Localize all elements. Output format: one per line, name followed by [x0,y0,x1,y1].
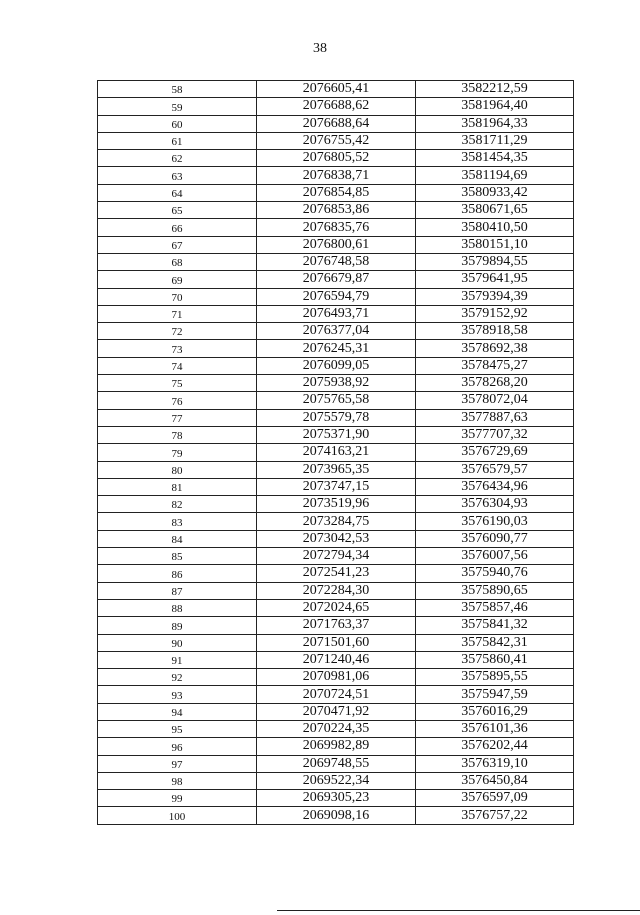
table-row [98,565,574,582]
x-coordinate-cell: 2071763,37 [257,617,416,634]
table-row [98,98,574,115]
table-row [98,409,574,426]
point-number-cell: 73 [98,340,257,357]
x-coordinate-cell: 2076679,87 [257,271,416,288]
point-number-cell: 68 [98,253,257,270]
table-row [98,582,574,599]
y-coordinate-cell: 3578692,38 [416,340,574,357]
table-row [98,530,574,547]
y-coordinate-cell: 3581194,69 [416,167,574,184]
x-coordinate-cell: 2072284,30 [257,582,416,599]
y-coordinate-cell: 3578072,04 [416,392,574,409]
x-coordinate-cell: 2073284,75 [257,513,416,530]
point-number-cell: 90 [98,634,257,651]
y-coordinate-cell: 3577887,63 [416,409,574,426]
x-coordinate-cell: 2076688,62 [257,98,416,115]
table-row [98,634,574,651]
y-coordinate-cell: 3581454,35 [416,150,574,167]
y-coordinate-cell: 3578475,27 [416,357,574,374]
point-number-cell: 97 [98,755,257,772]
x-coordinate-cell: 2073747,15 [257,478,416,495]
point-number-cell: 100 [98,807,257,824]
table-row [98,790,574,807]
point-number-cell: 91 [98,651,257,668]
y-coordinate-cell: 3581964,40 [416,98,574,115]
point-number-cell: 75 [98,375,257,392]
point-number-cell: 66 [98,219,257,236]
x-coordinate-cell: 2070724,51 [257,686,416,703]
point-number-cell: 87 [98,582,257,599]
point-number-cell: 85 [98,548,257,565]
x-coordinate-cell: 2069982,89 [257,738,416,755]
coordinates-table-body [98,81,574,825]
y-coordinate-cell: 3575857,46 [416,599,574,616]
table-row [98,703,574,720]
point-number-cell: 70 [98,288,257,305]
y-coordinate-cell: 3579894,55 [416,253,574,270]
point-number-cell: 99 [98,790,257,807]
table-row [98,219,574,236]
point-number-cell: 58 [98,81,257,98]
point-number-cell: 88 [98,599,257,616]
x-coordinate-cell: 2076594,79 [257,288,416,305]
y-coordinate-cell: 3580933,42 [416,184,574,201]
point-number-cell: 83 [98,513,257,530]
table-row [98,184,574,201]
table-row [98,513,574,530]
x-coordinate-cell: 2072794,34 [257,548,416,565]
x-coordinate-cell: 2073519,96 [257,496,416,513]
point-number-cell: 93 [98,686,257,703]
table-row [98,738,574,755]
x-coordinate-cell: 2069522,34 [257,772,416,789]
table-row [98,305,574,322]
x-coordinate-cell: 2070224,35 [257,720,416,737]
y-coordinate-cell: 3579152,92 [416,305,574,322]
x-coordinate-cell: 2076099,05 [257,357,416,374]
y-coordinate-cell: 3575947,59 [416,686,574,703]
point-number-cell: 64 [98,184,257,201]
y-coordinate-cell: 3580151,10 [416,236,574,253]
table-row [98,807,574,824]
x-coordinate-cell: 2075371,90 [257,426,416,443]
point-number-cell: 82 [98,496,257,513]
table-row [98,81,574,98]
table-row [98,755,574,772]
table-row [98,686,574,703]
x-coordinate-cell: 2069748,55 [257,755,416,772]
x-coordinate-cell: 2076748,58 [257,253,416,270]
x-coordinate-cell: 2071501,60 [257,634,416,651]
table-row [98,357,574,374]
y-coordinate-cell: 3576729,69 [416,444,574,461]
y-coordinate-cell: 3582212,59 [416,81,574,98]
table-row [98,617,574,634]
point-number-cell: 67 [98,236,257,253]
table-row [98,651,574,668]
point-number-cell: 71 [98,305,257,322]
y-coordinate-cell: 3576597,09 [416,790,574,807]
point-number-cell: 79 [98,444,257,461]
x-coordinate-cell: 2070981,06 [257,669,416,686]
y-coordinate-cell: 3576016,29 [416,703,574,720]
y-coordinate-cell: 3575940,76 [416,565,574,582]
table-row [98,115,574,132]
point-number-cell: 59 [98,98,257,115]
x-coordinate-cell: 2076605,41 [257,81,416,98]
y-coordinate-cell: 3576090,77 [416,530,574,547]
point-number-cell: 80 [98,461,257,478]
table-row [98,132,574,149]
point-number-cell: 84 [98,530,257,547]
x-coordinate-cell: 2073965,35 [257,461,416,478]
y-coordinate-cell: 3580671,65 [416,202,574,219]
x-coordinate-cell: 2076245,31 [257,340,416,357]
y-coordinate-cell: 3581964,33 [416,115,574,132]
x-coordinate-cell: 2076853,86 [257,202,416,219]
y-coordinate-cell: 3576319,10 [416,755,574,772]
x-coordinate-cell: 2072024,65 [257,599,416,616]
point-number-cell: 61 [98,132,257,149]
y-coordinate-cell: 3576757,22 [416,807,574,824]
x-coordinate-cell: 2076854,85 [257,184,416,201]
table-row [98,496,574,513]
table-row [98,340,574,357]
x-coordinate-cell: 2076688,64 [257,115,416,132]
point-number-cell: 76 [98,392,257,409]
x-coordinate-cell: 2075765,58 [257,392,416,409]
y-coordinate-cell: 3575860,41 [416,651,574,668]
table-row [98,323,574,340]
y-coordinate-cell: 3576007,56 [416,548,574,565]
y-coordinate-cell: 3576450,84 [416,772,574,789]
y-coordinate-cell: 3580410,50 [416,219,574,236]
point-number-cell: 98 [98,772,257,789]
table-row [98,772,574,789]
table-row [98,426,574,443]
table-row [98,202,574,219]
table-row [98,599,574,616]
point-number-cell: 69 [98,271,257,288]
table-row [98,444,574,461]
x-coordinate-cell: 2076377,04 [257,323,416,340]
table-row [98,288,574,305]
x-coordinate-cell: 2076805,52 [257,150,416,167]
y-coordinate-cell: 3575841,32 [416,617,574,634]
x-coordinate-cell: 2076835,76 [257,219,416,236]
coordinates-table [97,80,574,825]
point-number-cell: 74 [98,357,257,374]
table-row [98,478,574,495]
table-row [98,271,574,288]
x-coordinate-cell: 2069305,23 [257,790,416,807]
y-coordinate-cell: 3575890,65 [416,582,574,599]
y-coordinate-cell: 3576202,44 [416,738,574,755]
y-coordinate-cell: 3576304,93 [416,496,574,513]
table-row [98,392,574,409]
y-coordinate-cell: 3576579,57 [416,461,574,478]
x-coordinate-cell: 2076755,42 [257,132,416,149]
table-row [98,167,574,184]
point-number-cell: 62 [98,150,257,167]
y-coordinate-cell: 3579641,95 [416,271,574,288]
y-coordinate-cell: 3578918,58 [416,323,574,340]
x-coordinate-cell: 2069098,16 [257,807,416,824]
x-coordinate-cell: 2074163,21 [257,444,416,461]
y-coordinate-cell: 3581711,29 [416,132,574,149]
point-number-cell: 86 [98,565,257,582]
table-row [98,375,574,392]
x-coordinate-cell: 2075579,78 [257,409,416,426]
point-number-cell: 95 [98,720,257,737]
y-coordinate-cell: 3576101,36 [416,720,574,737]
y-coordinate-cell: 3578268,20 [416,375,574,392]
table-row [98,150,574,167]
y-coordinate-cell: 3575895,55 [416,669,574,686]
table-row [98,236,574,253]
point-number-cell: 81 [98,478,257,495]
table-row [98,548,574,565]
page-number: 38 [313,41,327,56]
point-number-cell: 72 [98,323,257,340]
table-row [98,720,574,737]
y-coordinate-cell: 3575842,31 [416,634,574,651]
table-row [98,461,574,478]
point-number-cell: 63 [98,167,257,184]
x-coordinate-cell: 2075938,92 [257,375,416,392]
x-coordinate-cell: 2071240,46 [257,651,416,668]
x-coordinate-cell: 2073042,53 [257,530,416,547]
table-row [98,253,574,270]
x-coordinate-cell: 2072541,23 [257,565,416,582]
x-coordinate-cell: 2076493,71 [257,305,416,322]
y-coordinate-cell: 3576190,03 [416,513,574,530]
x-coordinate-cell: 2070471,92 [257,703,416,720]
point-number-cell: 94 [98,703,257,720]
footer-rule [277,910,640,911]
y-coordinate-cell: 3577707,32 [416,426,574,443]
point-number-cell: 77 [98,409,257,426]
point-number-cell: 92 [98,669,257,686]
y-coordinate-cell: 3576434,96 [416,478,574,495]
y-coordinate-cell: 3579394,39 [416,288,574,305]
x-coordinate-cell: 2076800,61 [257,236,416,253]
point-number-cell: 96 [98,738,257,755]
table-row [98,669,574,686]
point-number-cell: 78 [98,426,257,443]
x-coordinate-cell: 2076838,71 [257,167,416,184]
point-number-cell: 60 [98,115,257,132]
point-number-cell: 89 [98,617,257,634]
point-number-cell: 65 [98,202,257,219]
